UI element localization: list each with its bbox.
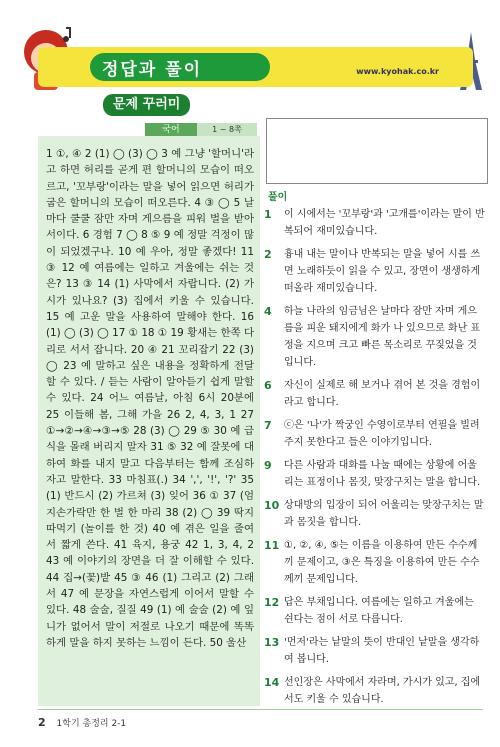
page-footer — [38, 716, 126, 729]
answers-text: 1 ①, ④ 2 (1) ◯ (3) ◯ 3 예 그냥 '할머니'라고 하면 허리를 곧게 편 할머니의 모습이 떠오르고, '꼬부랑'이라는 말을 넣어 읽으면 허리가 굽은 할머니의 모습이 떠오른다. 4 ③ ◯ 5 날마다 쿨쿨 잠만 자며 게으름을 피워 벌을 받아서이다. 6 경험 7 ◯ 8 ⑤ 9 예 정말 걱정이 많이 되었겠구나. 10 예 우아, 정말 좋겠다! 11 ③ 12 예 여름에는 일하고 겨울에는 쉬는 것은? 13 ③ 14 (1) 사막에서 자랍니다. (2) 가시가 있나요? (3) 집에서 키울 수 있습니다. 15 예 고운 말을 사용하여 말해야 한다. 16 (1) ◯ (3) ◯ 17 ① 18 ① 19 황새는 한쪽 다리로 서서 잡니다. 20 ④ 21 꼬리잡기 22 (3) ◯ 23 예 말하고 싶은 내용을 정확하게 전달할 수 있다. / 듣는 사람이 알아듣기 쉽게 말할 수 있다. 24 어느 여름날, 아침 6시 20분에 25 이들해 봄, 그해 가을 26 2, 4, 3, 1 27 ①→②→④→③→⑤ 28 (3) ◯ 29 ⑤ 30 예 급식을 몰래 버리지 말자 31 ⑤ 32 예 잘못에 대하여 화를 내지 말고 다음부터는 함께 조심하자고 말한다. 33 마침표(.) 34 ',', '!', '?' 35 (1) 반드시 (2) 가르쳐 (3) 잊어 36 ① 37 (엄지손가락만 한 벌 한 마리 38 (2) ◯ 39 딱지 따먹기 (놀이를 한 것) 40 예 겪은 일을 줄여서 짧게 쓴다. 41 육지, 용궁 42 1, 3, 4, 2 43 예 이야기의 장면을 더 잘 이해할 수 있다. 44 집→(꽃)밭 45 ③ 46 (1) 그리고 (2) 그래서 47 예 문장을 자연스럽게 이어서 말할 수 있다. 48 술술, 질질 49 (1) 예 술술 (2) 예 잎니가 없어서 말이 저절로 나오기 때문에 똑똑하게 말을 하지 못하는 느낌이 든다. 50 울산 — [46, 148, 254, 649]
list-item: 10 상대방의 입장이 되어 어울리는 맞장구치는 말과 몸짓을 합니다. — [264, 499, 484, 528]
list-item: 6 자신이 실제로 해 보거나 겪어 본 것을 경험이라고 합니다. — [264, 379, 481, 408]
footer-divider — [38, 709, 483, 710]
explanation-heading: 풀이 — [268, 192, 288, 203]
list-item: 14 선인장은 사막에서 자라며, 가시가 있고, 집에서도 키울 수 있습니다. — [264, 676, 481, 705]
page-number: 2 — [38, 716, 46, 729]
subject-tab: 국어 — [145, 123, 197, 137]
publisher-url: www.kyohak.co.kr — [356, 67, 439, 76]
list-item: 1 이 시에서는 '꼬부랑'과 '고개를'이라는 말이 반복되어 재미있습니다. — [264, 208, 485, 237]
answers-continued-box — [266, 118, 488, 184]
list-item: 13 '먼저'라는 낱말의 뜻이 반대인 낱말을 생각하여 봅니다. — [264, 636, 480, 665]
list-item: 2 흉내 내는 말이나 반복되는 말을 넣어 시를 쓰면 노래하듯이 읽을 수 있고, 장면이 생생하게 떠올라 재미있습니다. — [264, 248, 481, 294]
list-item: 4 하늘 나라의 임금님은 날마다 잠만 자며 게으름을 피운 돼지에게 화가 나 있으므로 화난 표정을 지으며 크고 빠른 목소리로 꾸짖었을 것입니다. — [264, 305, 481, 368]
list-item: 9 다른 사람과 대화를 나눌 때에는 상황에 어울리는 표정이나 몸짓, 맞장구치는 말을 합니다. — [264, 459, 481, 488]
page-title: 정답과 풀이 — [102, 60, 203, 80]
header-banner — [38, 47, 473, 87]
section-title: 문제 꾸러미 — [103, 94, 190, 116]
explanations-list — [264, 206, 486, 714]
page-range-tab: 1 ~ 8쪽 — [197, 123, 257, 137]
list-item: 12 답은 부채입니다. 여름에는 일하고 겨울에는 쉰다는 점이 서로 다릅니다. — [264, 596, 474, 625]
list-item: 7 ⓒ은 '나'가 짝궁인 수영이로부터 연필을 빌려 주지 못한다고 들은 이야기입니다. — [264, 419, 480, 448]
book-title: 1학기 총정리 2-1 — [56, 719, 127, 729]
list-item: 11 ①, ②, ④, ⑤는 이름을 이용하여 만든 수수께끼 문제이고, ③은 특징을 이용하여 만든 수수께끼 문제입니다. — [264, 539, 480, 585]
